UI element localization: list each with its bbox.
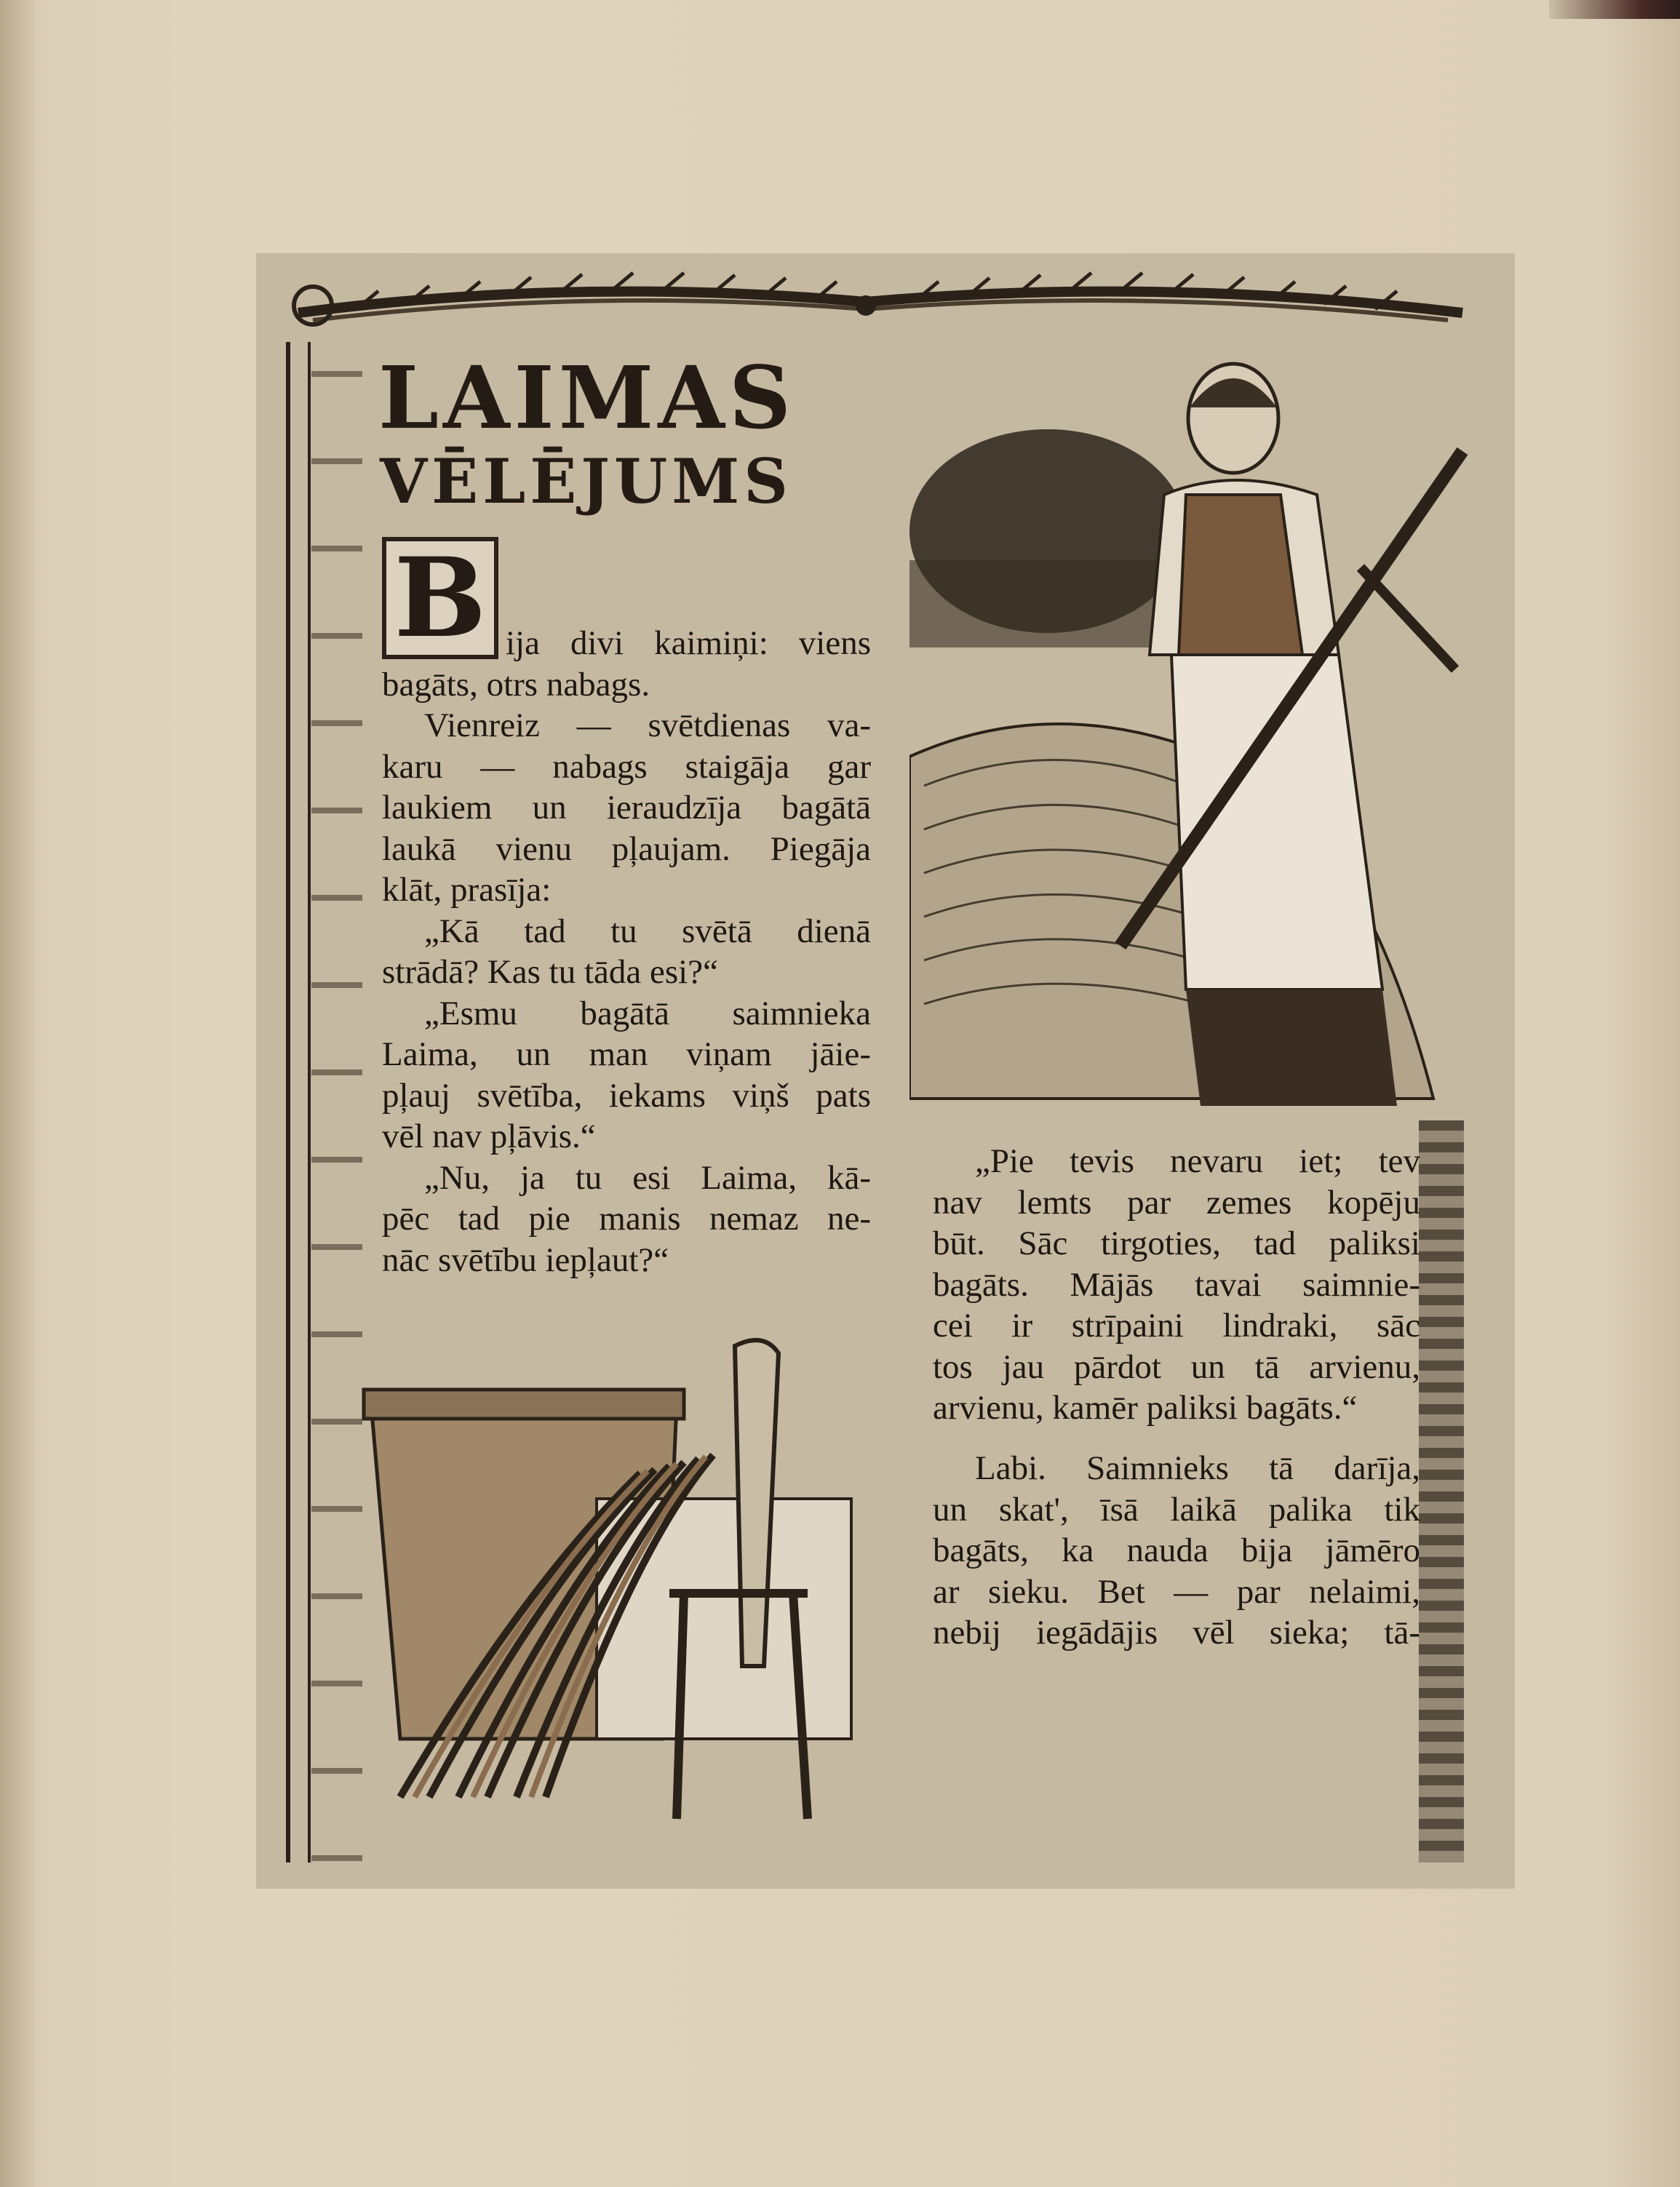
text-line: Labi. Saimnieks tā darīja, <box>975 1449 1420 1487</box>
text-line: „Pie tevis nevaru iet; tev <box>975 1142 1420 1180</box>
text-line: tos jau pārdot un tā arvienu, <box>933 1347 1420 1386</box>
vine-border-ornament-icon <box>311 342 362 1863</box>
text-line: bagāts, otrs nabags. <box>382 665 650 704</box>
text-line: ija divi kaimiņi: viens <box>506 624 871 662</box>
text-line: bagāts. Mājās tavai saimnie- <box>933 1265 1420 1304</box>
left-border-line <box>286 342 311 1863</box>
text-line: pļauj svētība, iekams viņš pats <box>382 1076 871 1115</box>
text-line: bagāts, ka nauda bija jāmēro <box>933 1531 1420 1569</box>
right-column-text-1 <box>933 1141 1420 1429</box>
page-edge <box>0 0 33 2187</box>
text-line: klāt, prasīja: <box>382 871 552 909</box>
text-line: Laima, un man viņam jāie- <box>382 1035 871 1073</box>
left-column-text <box>382 623 871 1280</box>
text-line: „Nu, ja tu esi Laima, kā- <box>424 1158 871 1197</box>
text-line: strādā? Kas tu tāda esi?“ <box>382 953 718 991</box>
text-line: cei ir strīpaini lindraki, sāc <box>933 1307 1420 1345</box>
page-title-line-2: VĒLĒJUMS <box>380 445 792 517</box>
chair-with-cloth-illustration-icon <box>357 1331 859 1833</box>
text-line: laukā vienu pļaujam. Piegāja <box>382 829 871 868</box>
text-line: vēl nav pļāvis.“ <box>382 1118 596 1155</box>
text-line: „Kā tad tu svētā dienā <box>424 912 871 950</box>
text-line: pēc tad pie manis nemaz ne- <box>382 1200 871 1238</box>
text-line: nebij iegādājis vēl sieka; tā- <box>933 1614 1420 1652</box>
text-line: arvienu, kamēr paliksi bagāts.“ <box>933 1389 1358 1427</box>
garland-ornament-icon <box>284 269 1477 335</box>
text-line: nav lemts par zemes kopēju <box>933 1183 1420 1222</box>
text-line: „Esmu bagātā saimnieka <box>424 994 871 1032</box>
text-line: Vienreiz — svētdienas va- <box>424 706 871 744</box>
text-line: būt. Sāc tirgoties, tad paliksi <box>933 1224 1420 1262</box>
text-line: karu — nabags staigāja gar <box>382 747 871 786</box>
right-border-ornament-icon <box>1419 1120 1464 1863</box>
right-column-text-2 <box>933 1448 1420 1654</box>
text-line: laukiem un ieraudzīja bagātā <box>382 789 871 826</box>
drop-cap-letter: B <box>394 534 487 662</box>
page-title-line-1: LAIMAS <box>378 347 796 448</box>
text-line: un skat', īsā laikā palika tik <box>933 1490 1420 1529</box>
text-line: nāc svētību iepļaut?“ <box>382 1240 669 1279</box>
woman-raking-illustration-icon <box>909 349 1484 1120</box>
page-corner <box>1549 0 1680 19</box>
text-line: ar sieku. Bet — par nelaimi, <box>933 1572 1420 1611</box>
